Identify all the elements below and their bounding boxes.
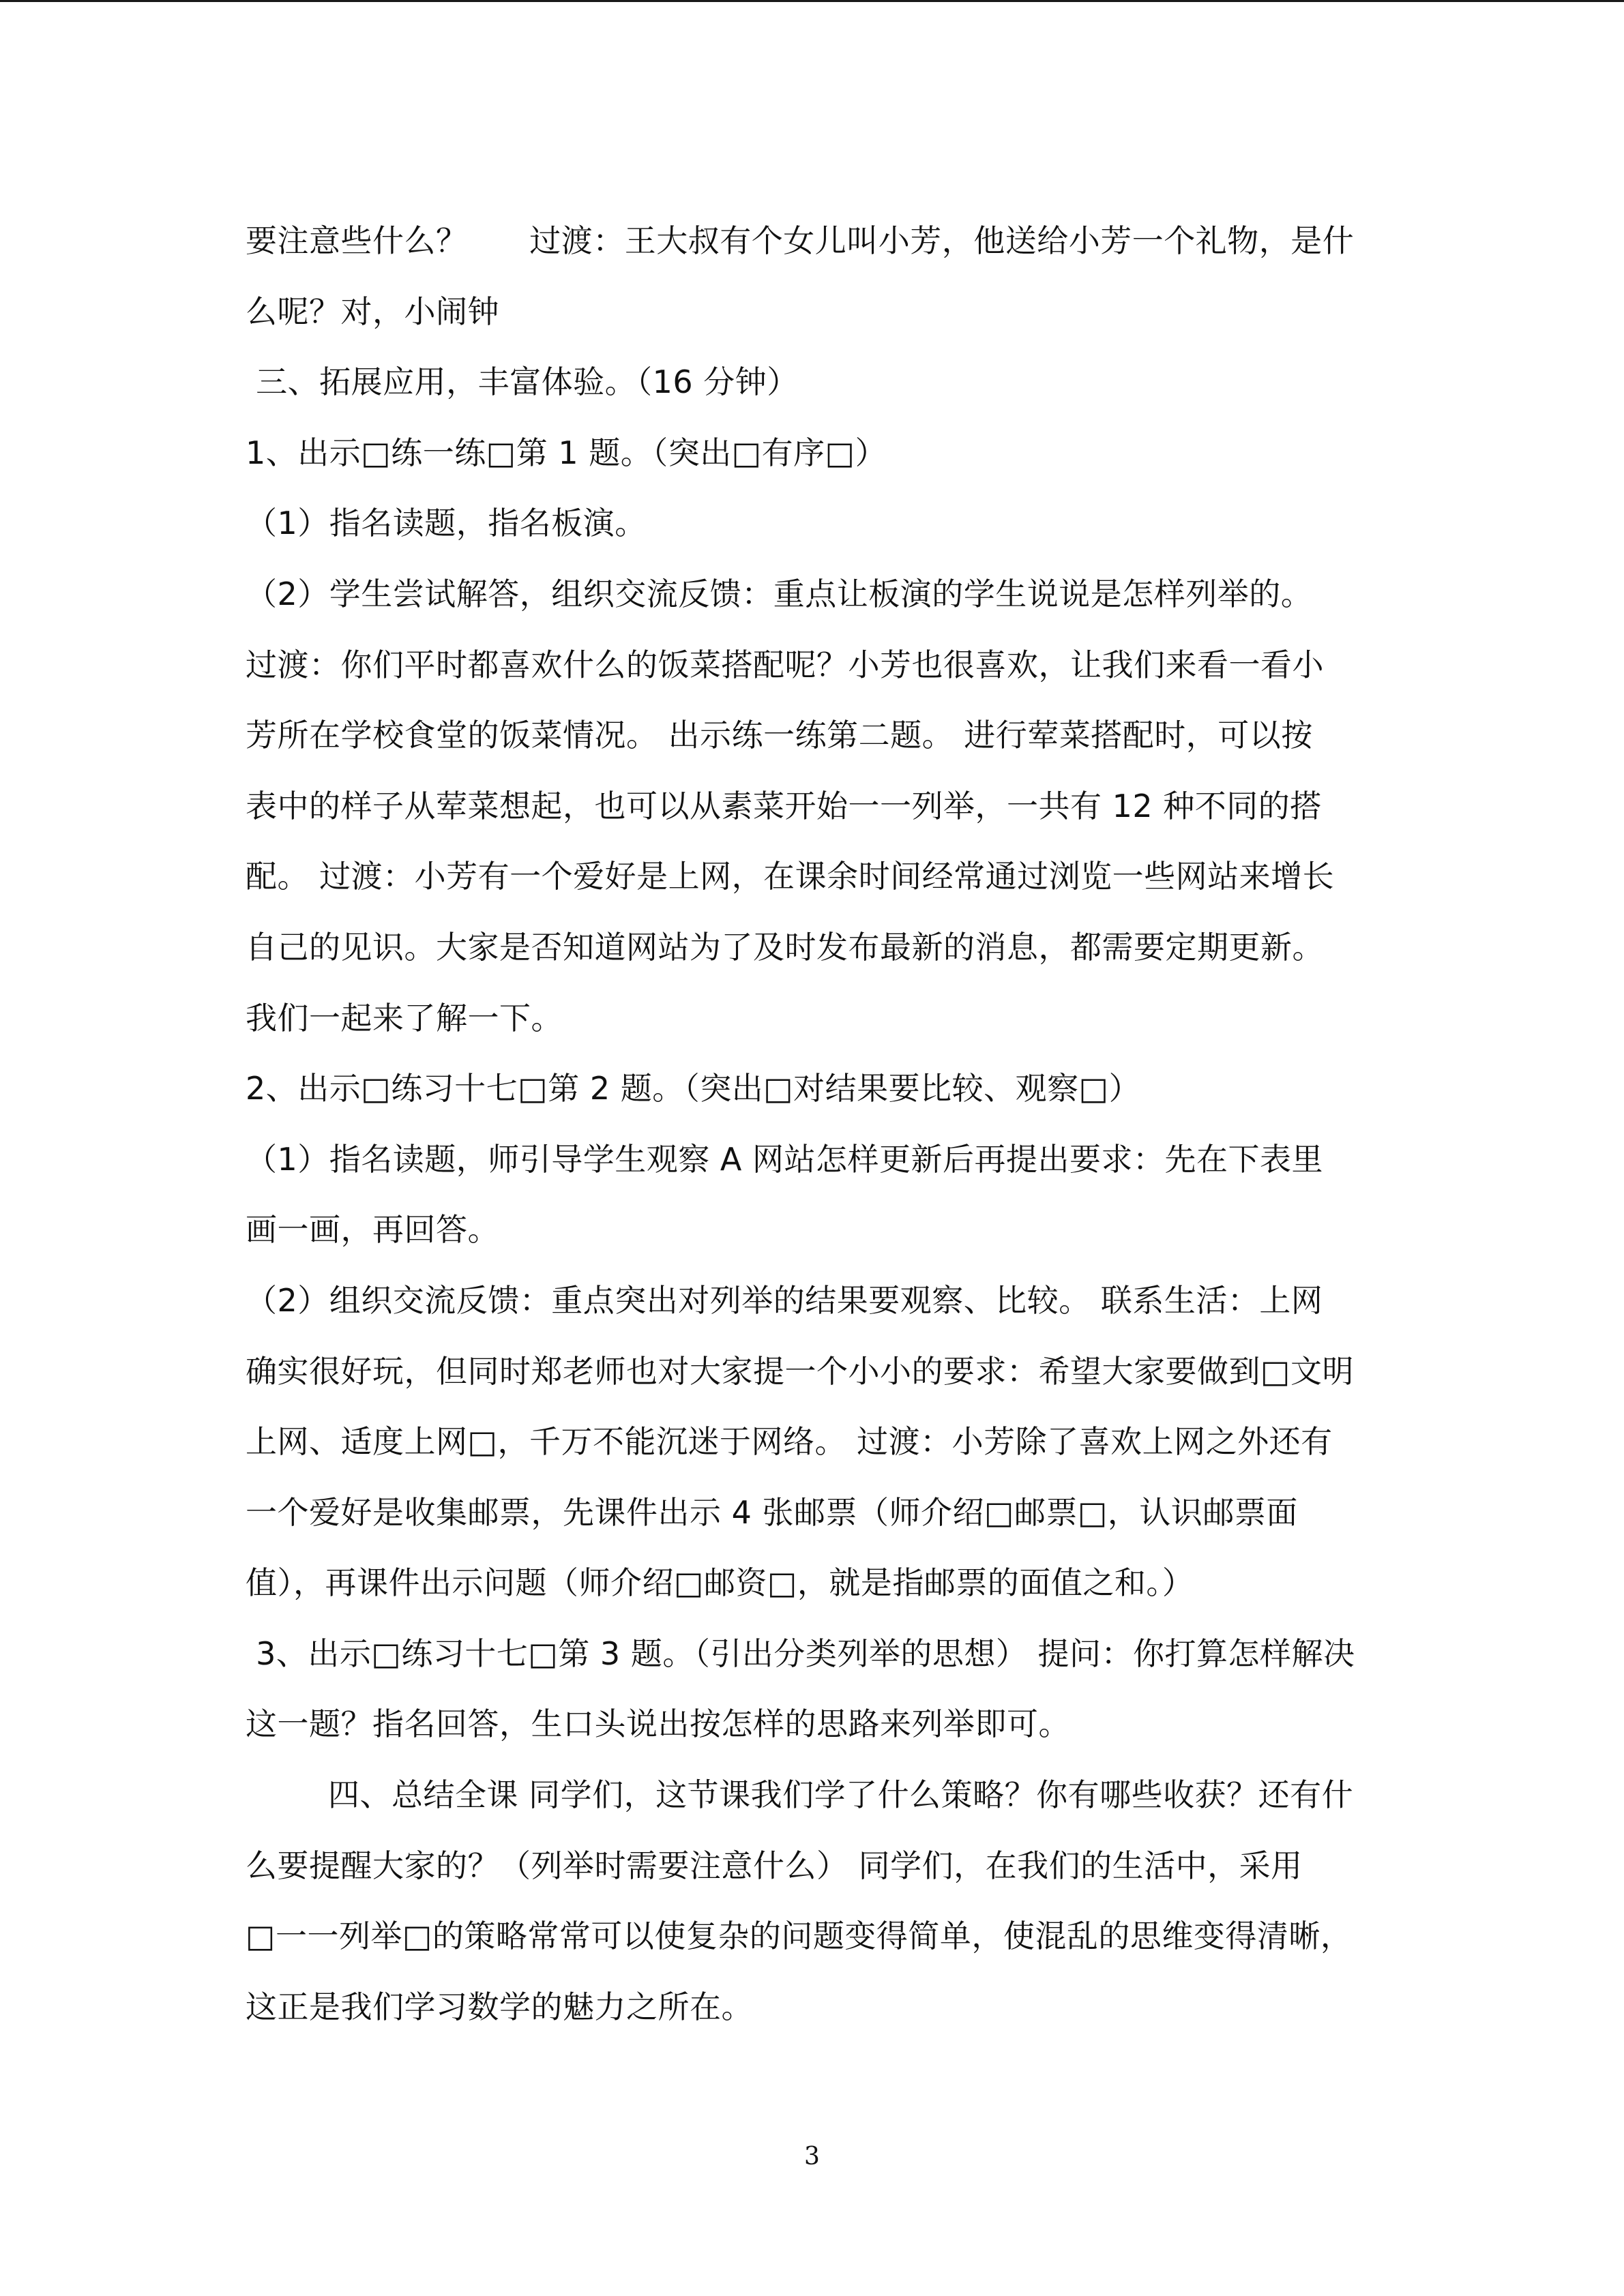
page-top-border <box>0 0 1624 2</box>
text-line: □一一列举□的策略常常可以使复杂的问题变得简单，使混乱的思维变得清晰， <box>246 1918 1353 1955</box>
document-body <box>246 213 1391 2050</box>
text-line: 自己的见识。大家是否知道网站为了及时发布最新的消息，都需要定期更新。 <box>246 928 1324 966</box>
text-line: 芳所在学校食堂的饭菜情况。 出示练一练第二题。 进行荤菜搭配时，可以按 <box>246 717 1313 754</box>
text-line: （2）学生尝试解答，组织交流反馈：重点让板演的学生说说是怎样列举的。 <box>246 575 1313 612</box>
text-line: 这正是我们学习数学的魅力之所在。 <box>246 1988 753 2025</box>
text-line: 要注意些什么？ 过渡：王大叔有个女儿叫小芳，他送给小芳一个礼物，是什 <box>246 222 1355 259</box>
text-line: 么呢？对，小闹钟 <box>246 293 499 330</box>
text-line: 确实很好玩，但同时郑老师也对大家提一个小小的要求：希望大家要做到□文明 <box>246 1352 1354 1390</box>
text-line: 3、出示□练习十七□第 3 题。（引出分类列举的思想） 提问：你打算怎样解决 <box>246 1635 1355 1672</box>
text-line: 表中的样子从荤菜想起，也可以从素菜开始一一列举，一共有 12 种不同的搭 <box>246 787 1322 824</box>
text-line: 上网、适度上网□，千万不能沉迷于网络。 过渡：小芳除了喜欢上网之外还有 <box>246 1423 1333 1461</box>
text-line: 2、出示□练习十七□第 2 题。（突出□对结果要比较、观察□） <box>246 1070 1141 1107</box>
text-line: （1）指名读题，师引导学生观察 A 网站怎样更新后再提出要求：先在下表里 <box>246 1140 1323 1178</box>
text-line: （1）指名读题，指名板演。 <box>246 505 647 542</box>
section-heading: 四、总结全课 同学们，这节课我们学了什么策略？你有哪些收获？还有什 <box>246 1776 1354 1814</box>
text-line: 配。 过渡：小芳有一个爱好是上网，在课余时间经常通过浏览一些网站来增长 <box>246 858 1335 895</box>
page-number: 3 <box>804 2143 820 2171</box>
text-line: （2）组织交流反馈：重点突出对列举的结果要观察、比较。 联系生活：上网 <box>246 1281 1323 1319</box>
text-line: 这一题？指名回答，生口头说出按怎样的思路来列举即可。 <box>246 1705 1070 1743</box>
text-line: 么要提醒大家的？（列举时需要注意什么） 同学们，在我们的生活中，采用 <box>246 1847 1303 1884</box>
section-heading: 三、拓展应用，丰富体验。（16 分钟） <box>246 363 799 401</box>
text-line: 1、出示□练一练□第 1 题。（突出□有序□） <box>246 434 887 471</box>
text-line: 画一画，再回答。 <box>246 1211 499 1249</box>
text-line: 值），再课件出示问题（师介绍□邮资□，就是指邮票的面值之和。） <box>246 1564 1194 1602</box>
text-line: 我们一起来了解一下。 <box>246 999 563 1037</box>
text-line: 一个爱好是收集邮票，先课件出示 4 张邮票（师介绍□邮票□，认识邮票面 <box>246 1493 1298 1531</box>
text-line: 过渡：你们平时都喜欢什么的饭菜搭配呢？小芳也很喜欢，让我们来看一看小 <box>246 646 1324 683</box>
